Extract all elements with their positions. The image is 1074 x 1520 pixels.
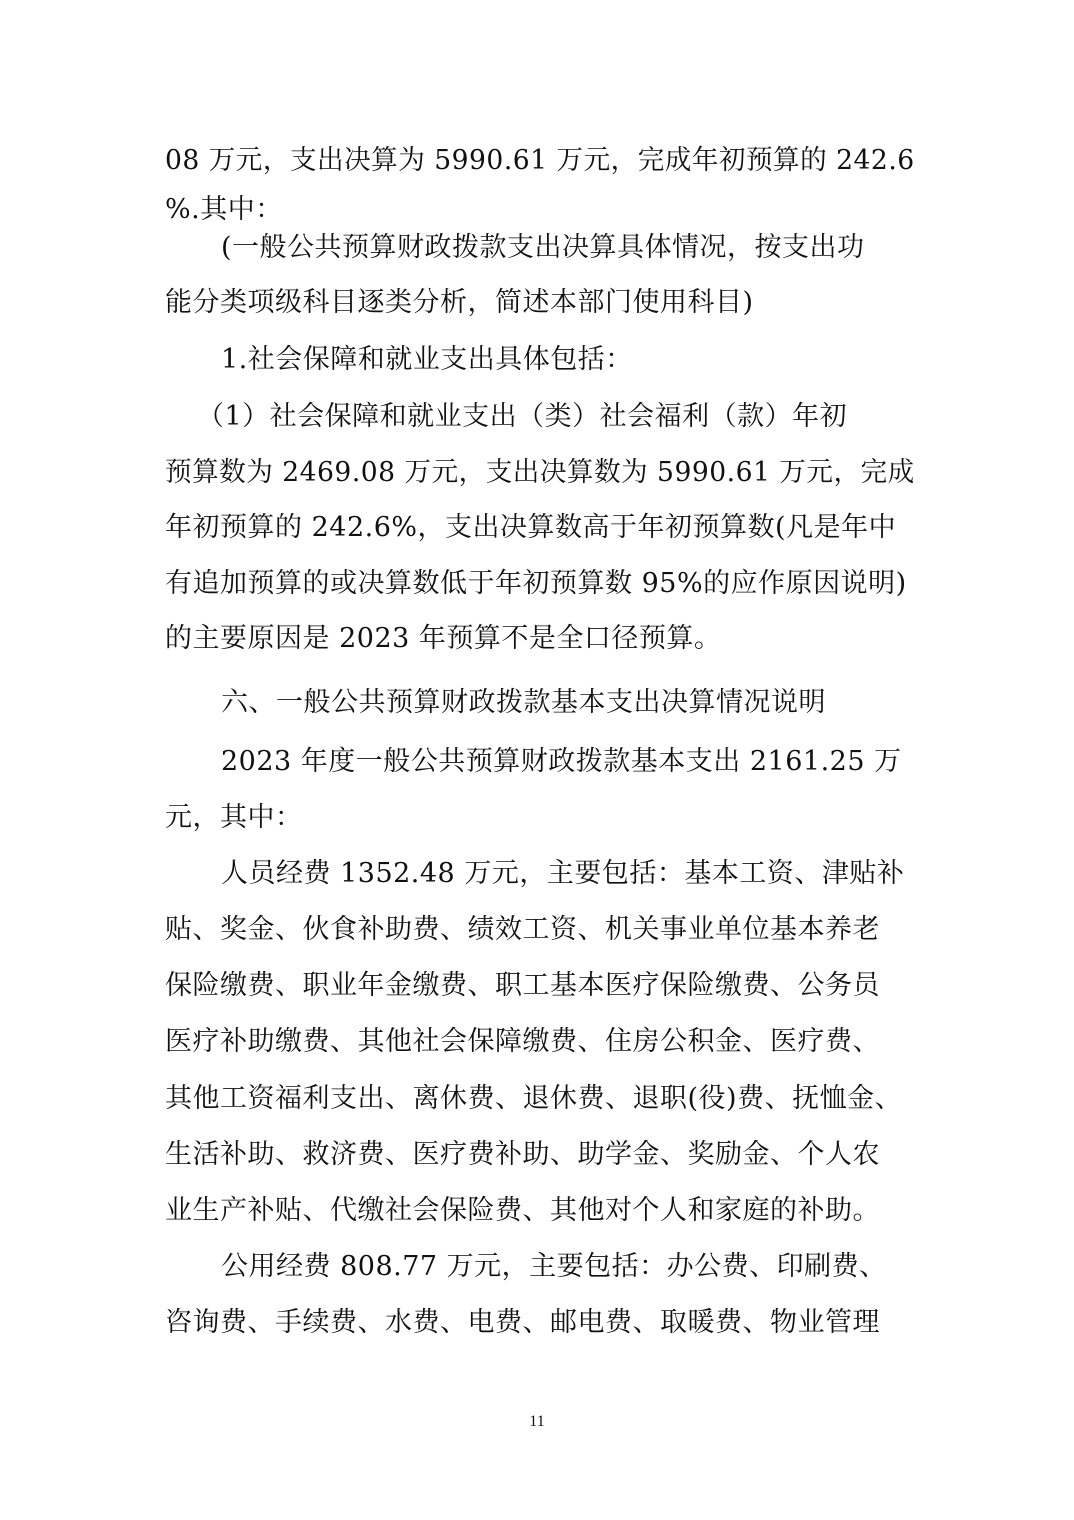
- section-heading: 六、一般公共预算财政拨款基本支出决算情况说明: [221, 687, 826, 718]
- body-text-line: 的主要原因是 2023 年预算不是全口径预算。: [165, 623, 722, 654]
- body-text-line: 有追加预算的或决算数低于年初预算数 95%的应作原因说明): [165, 568, 907, 599]
- body-text-line: 生活补助、救济费、医疗费补助、助学金、奖励金、个人农: [165, 1139, 880, 1170]
- body-text-line: 能分类项级科目逐类分析，简述本部门使用科目): [165, 287, 754, 318]
- body-text-line: 其他工资福利支出、离休费、退休费、退职(役)费、抚恤金、: [165, 1083, 903, 1114]
- body-text-line: 元，其中：: [165, 802, 303, 833]
- body-text-line: 08 万元，支出决算为 5990.61 万元，完成年初预算的 242.6: [165, 145, 915, 176]
- body-text-line: 人员经费 1352.48 万元，主要包括：基本工资、津贴补: [221, 858, 905, 889]
- body-text-line: 业生产补贴、代缴社会保险费、其他对个人和家庭的补助。: [165, 1195, 880, 1226]
- body-text-line: 预算数为 2469.08 万元，支出决算数为 5990.61 万元，完成: [165, 457, 915, 488]
- body-text-line: 1.社会保障和就业支出具体包括：: [221, 344, 633, 375]
- body-text-line: 咨询费、手续费、水费、电费、邮电费、取暖费、物业管理: [165, 1307, 880, 1338]
- body-text-line: （1）社会保障和就业支出（类）社会福利（款）年初: [197, 401, 848, 432]
- body-text-line: 公用经费 808.77 万元，主要包括：办公费、印刷费、: [221, 1251, 887, 1282]
- body-text-line: 2023 年度一般公共预算财政拨款基本支出 2161.25 万: [221, 746, 902, 777]
- page-number: 11: [529, 1413, 545, 1430]
- body-text-line: 贴、奖金、伙食补助费、绩效工资、机关事业单位基本养老: [165, 914, 880, 945]
- body-text-line: 年初预算的 242.6%，支出决算数高于年初预算数(凡是年中: [165, 512, 897, 543]
- body-text-line: 保险缴费、职业年金缴费、职工基本医疗保险缴费、公务员: [165, 970, 880, 1001]
- body-text-line: %.其中：: [165, 194, 283, 225]
- body-text-line: (一般公共预算财政拨款支出决算具体情况，按支出功: [221, 232, 865, 263]
- body-text-line: 医疗补助缴费、其他社会保障缴费、住房公积金、医疗费、: [165, 1026, 880, 1057]
